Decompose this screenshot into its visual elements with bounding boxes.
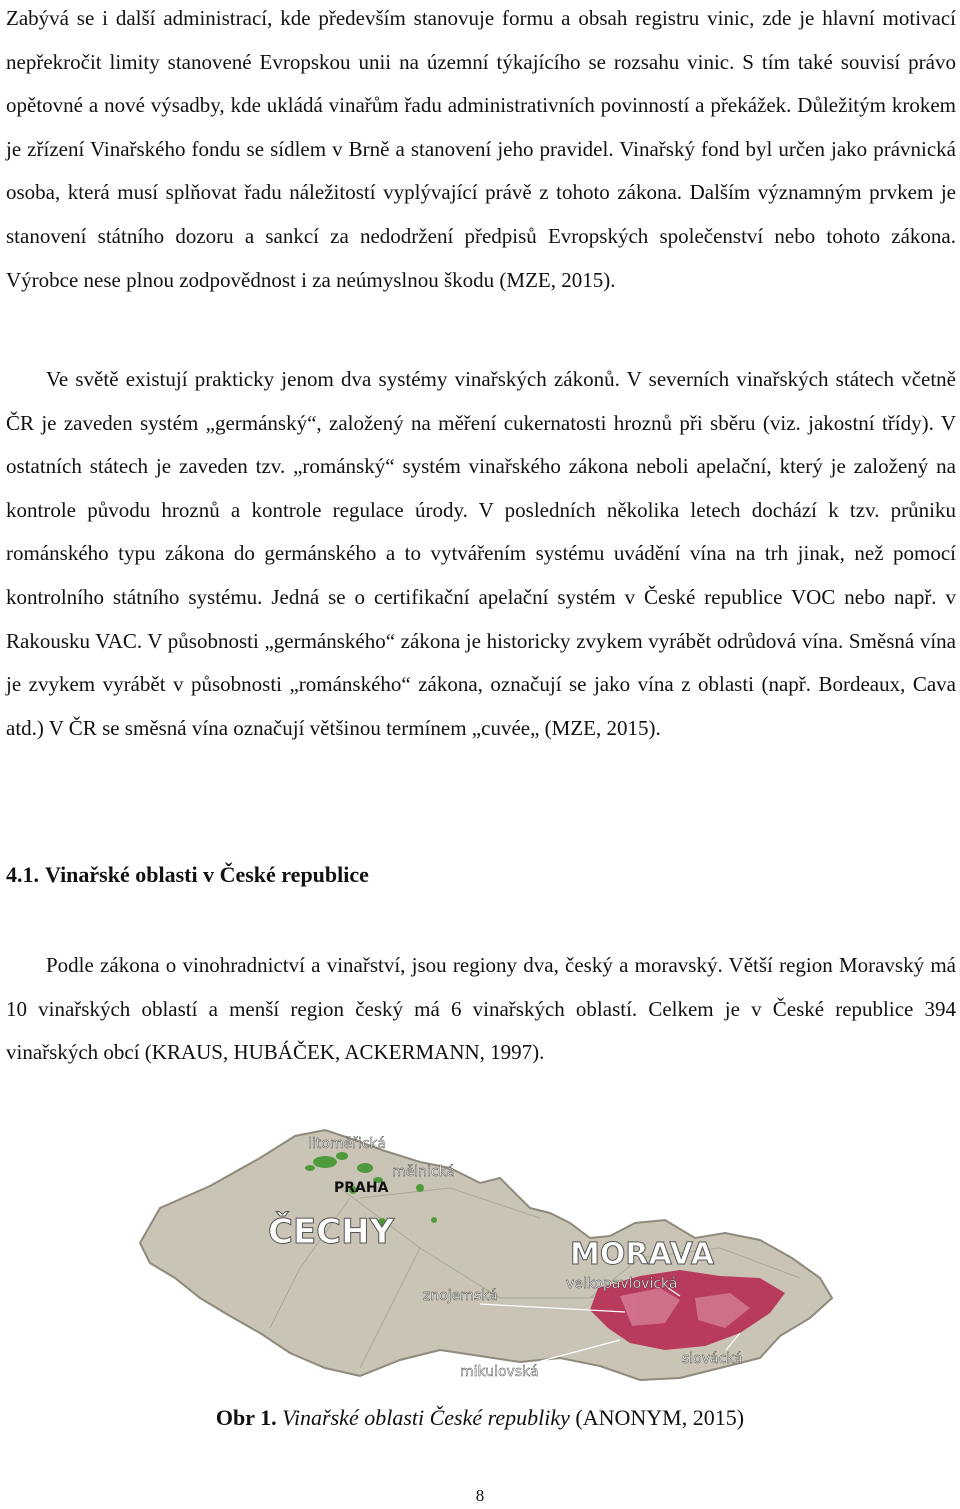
label-praha: PRAHA xyxy=(334,1180,389,1196)
section-heading xyxy=(6,862,369,888)
caption-source: (ANONYM, 2015) xyxy=(575,1405,745,1430)
page-number: 8 xyxy=(475,1486,485,1505)
section-number: 4.1. xyxy=(6,862,39,887)
section-title: Vinařské oblasti v České republice xyxy=(45,862,369,887)
label-znojemska: znojemská xyxy=(423,1288,498,1304)
paragraph-legislation: Zabývá se i další administrací, kde především stanovuje formu a obsah registru vinic, zde je hlavní motivací nepřekročit limity stanovené Evropskou unii na územní týkajícího se rozsahu vinic. S tím také souvisí právo opětovné a nové výsadby, kde ukládá vinařům řadu administrativních povinností a překážek. Důležitým krokem je zřízení Vinařského fondu se sídlem v Brně a stanovení jeho pravidel. Vinařský fond byl určen jako právnická osoba, která musí splňovat řadu náležitostí vyplývající právě z tohoto zákona. Dalším významným prvkem je stanovení státního dozoru a sankcí za nedodržení předpisů Evropských společenství nebo tohoto zákona. Výrobce nese plnou zodpovědnost i za neúmyslnou škodu (MZE, 2015). xyxy=(6,6,956,292)
paragraph-wine-law-systems: Ve světě existují prakticky jenom dva systémy vinařských zákonů. V severních vinařských státech včetně ČR je zaveden systém „germánský“, založený na měření cukernatosti hroznů při sběru (viz. jakostní třídy). V ostatních státech je zaveden tzv. „románský“ systém vinařského zákona neboli apelační, který je založený na kontrole původu hroznů a kontrole regulace úrody. V posledních několika letech dochází k tzv. průniku románského typu zákona do germánského a to vytvářením systému uvádění vína na trh jinak, než pomocí kontrolního státního systému. Jedná se o certifikační apelační systém v České republice VOC nebo např. v Rakousku VAC. V působnosti „germánského“ zákona je historicky zvykem vyrábět odrůdová vína. Směsná vína je zvykem vyrábět v působnosti „románského“ zákona, označují se jako vína z oblasti (např. Bordeaux, Cava atd.) V ČR se směsná vína označují většinou termínem „cuvée„ (MZE, 2015). xyxy=(6,367,956,740)
label-cechy: ČECHY xyxy=(268,1212,395,1252)
czech-republic-outline xyxy=(140,1130,832,1380)
label-litomericka: litoměřická xyxy=(308,1136,386,1152)
caption-label: Obr 1. xyxy=(215,1405,277,1430)
label-mikulovska: mikulovská xyxy=(460,1364,539,1380)
label-melnicka: mělnická xyxy=(392,1164,456,1180)
caption-title: Vinařské oblasti České republiky xyxy=(282,1405,570,1430)
label-velkopavlovicka: velkopavlovická xyxy=(566,1276,678,1292)
melnicka-region xyxy=(357,1163,373,1173)
figure-caption xyxy=(0,1405,960,1431)
paragraph-wine-regions: Podle zákona o vinohradnictví a vinařství, jsou regiony dva, český a moravský. Větší region Moravský má 10 vinařských oblastí a menší region český má 6 vinařských oblastí. Celkem je v České republice 394 vinařských obcí (KRAUS, HUBÁČEK, ACKERMANN, 1997). xyxy=(6,953,956,1065)
czech-wine-regions-map xyxy=(120,1128,838,1393)
label-morava: MORAVA xyxy=(570,1237,715,1272)
litomericka-region xyxy=(313,1156,337,1168)
label-slovacka: slovácká xyxy=(682,1351,743,1367)
